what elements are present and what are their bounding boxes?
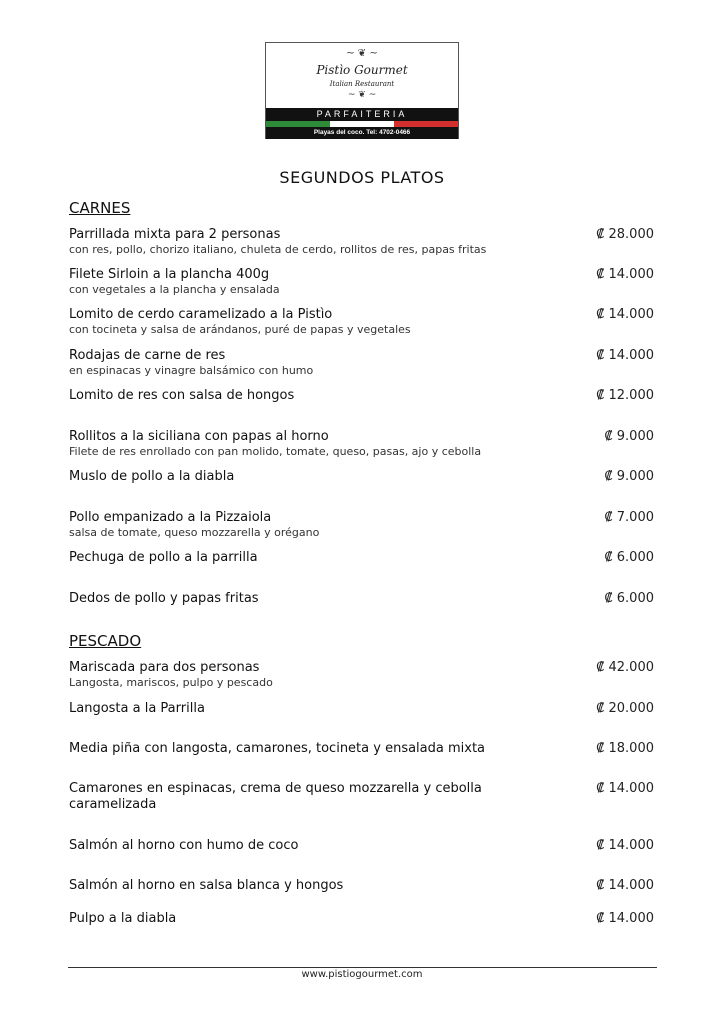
menu-item-name: Muslo de pollo a la diabla bbox=[69, 469, 235, 484]
menu-item bbox=[69, 660, 654, 689]
menu-item bbox=[69, 741, 654, 756]
menu-item-price: ₡ 12.000 bbox=[596, 388, 654, 403]
menu-item-name: Camarones en espinacas, crema de queso mozzarella y cebolla caramelizada bbox=[69, 781, 482, 812]
menu-item-name: Langosta a la Parrilla bbox=[69, 701, 205, 716]
logo-subtitle: Italian Restaurant bbox=[329, 80, 395, 88]
menu-item-description: con res, pollo, chorizo italiano, chuleta de cerdo, rollitos de res, papas fritas bbox=[69, 243, 487, 256]
menu-item-description: Langosta, mariscos, pulpo y pescado bbox=[69, 676, 273, 689]
menu-item-name: Filete Sirloin a la plancha 400g bbox=[69, 267, 270, 282]
menu-item-description: con tocineta y salsa de arándanos, puré de papas y vegetales bbox=[69, 323, 411, 336]
menu-item-name: Parrillada mixta para 2 personas bbox=[69, 227, 281, 242]
menu-item bbox=[69, 307, 654, 336]
menu-item-name: Media piña con langosta, camarones, tocineta y ensalada mixta bbox=[69, 741, 486, 756]
menu-item-price: ₡ 14.000 bbox=[596, 878, 654, 893]
menu-item-name: Lomito de res con salsa de hongos bbox=[69, 388, 295, 403]
menu-item bbox=[69, 348, 654, 377]
menu-item bbox=[69, 388, 654, 403]
menu-item bbox=[69, 550, 654, 565]
menu-item-name: Pollo empanizado a la Pizzaiola bbox=[69, 510, 272, 525]
footer-website[interactable]: www.pistiogourmet.com bbox=[301, 969, 423, 980]
menu-item-price: ₡ 14.000 bbox=[596, 307, 654, 322]
menu-item-description: en espinacas y vinagre balsámico con humo bbox=[69, 364, 314, 377]
logo-parfaiteria-bar: PARFAITERIA bbox=[266, 108, 458, 121]
menu-item-price: ₡ 20.000 bbox=[596, 701, 654, 716]
menu-item-name: Rollitos a la siciliana con papas al horno bbox=[69, 429, 329, 444]
menu-item-price: ₡ 14.000 bbox=[596, 911, 654, 926]
menu-item bbox=[69, 911, 654, 926]
menu-item bbox=[69, 227, 654, 256]
menu-item-name: Mariscada para dos personas bbox=[69, 660, 260, 675]
menu-item-price: ₡ 14.000 bbox=[596, 348, 654, 363]
menu-item-price: ₡ 9.000 bbox=[604, 469, 654, 484]
menu-item-price: ₡ 6.000 bbox=[604, 550, 654, 565]
menu-item-name: Lomito de cerdo caramelizado a la Pistìo bbox=[69, 307, 333, 322]
menu-item-price: ₡ 14.000 bbox=[596, 267, 654, 282]
section-heading-carnes: CARNES bbox=[69, 199, 131, 217]
menu-item-price: ₡ 28.000 bbox=[596, 227, 654, 242]
logo-ornament-bottom: ~ ❦ ~ bbox=[347, 90, 377, 100]
logo-ornament-top: ~ ❦ ~ bbox=[346, 48, 378, 59]
menu-item-price: ₡ 18.000 bbox=[596, 741, 654, 756]
section-heading-pescado: PESCADO bbox=[69, 632, 142, 650]
menu-item bbox=[69, 267, 654, 296]
restaurant-logo bbox=[265, 42, 459, 139]
menu-item bbox=[69, 429, 654, 458]
menu-item bbox=[69, 838, 654, 853]
menu-item bbox=[69, 510, 654, 539]
menu-item-price: ₡ 14.000 bbox=[596, 781, 654, 796]
menu-item-price: ₡ 7.000 bbox=[604, 510, 654, 525]
menu-item-name: Dedos de pollo y papas fritas bbox=[69, 591, 259, 606]
menu-item bbox=[69, 591, 654, 606]
menu-item-name: Rodajas de carne de res bbox=[69, 348, 226, 363]
menu-item bbox=[69, 781, 654, 813]
logo-name: Pistìo Gourmet bbox=[316, 63, 408, 77]
footer-divider bbox=[68, 967, 657, 968]
menu-item-name: Pulpo a la diabla bbox=[69, 911, 177, 926]
menu-item-description: salsa de tomate, queso mozzarella y orégano bbox=[69, 526, 320, 539]
menu-item bbox=[69, 878, 654, 893]
menu-item bbox=[69, 469, 654, 484]
menu-item-price: ₡ 9.000 bbox=[604, 429, 654, 444]
menu-item-price: ₡ 6.000 bbox=[604, 591, 654, 606]
menu-item-description: con vegetales a la plancha y ensalada bbox=[69, 283, 280, 296]
menu-item-name: Pechuga de pollo a la parrilla bbox=[69, 550, 258, 565]
menu-item-price: ₡ 14.000 bbox=[596, 838, 654, 853]
logo-contact: Playas del coco. Tel: 4702-0466 bbox=[266, 127, 458, 139]
menu-item-price: ₡ 42.000 bbox=[596, 660, 654, 675]
page-title: SEGUNDOS PLATOS bbox=[279, 168, 445, 187]
menu-item-name: Salmón al horno con humo de coco bbox=[69, 838, 299, 853]
menu-item-description: Filete de res enrollado con pan molido, tomate, queso, pasas, ajo y cebolla bbox=[69, 445, 482, 458]
menu-item-name: Salmón al horno en salsa blanca y hongos bbox=[69, 878, 344, 893]
menu-item bbox=[69, 701, 654, 716]
